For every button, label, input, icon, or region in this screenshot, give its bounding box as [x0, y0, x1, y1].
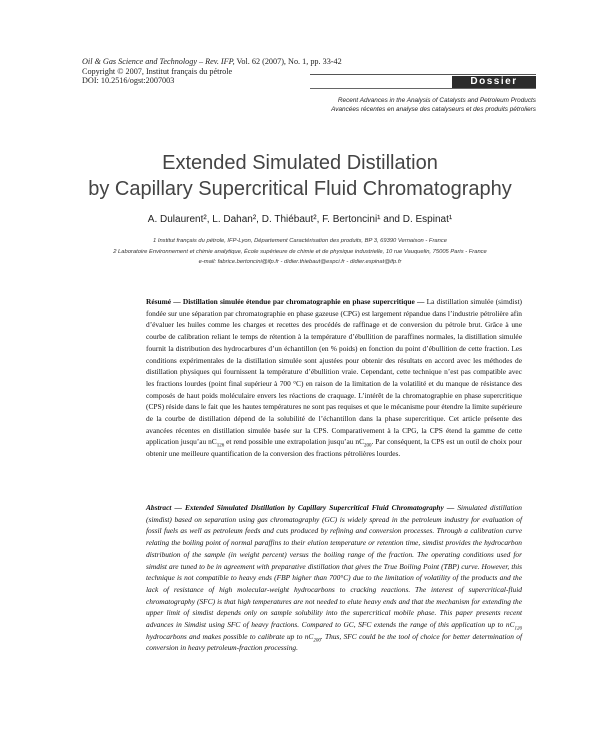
title-line-1: Extended Simulated Distillation	[162, 152, 438, 174]
affiliation-2: 2 Laboratoire Environnement et chimie analytique, École supérieure de chimie et de physique industrielle, 10 rue Vauquelin, 75005 Paris - France	[113, 248, 487, 255]
dossier-subtitle-en: Recent Advances in the Analysis of Catalysts and Petroleum Products	[337, 97, 536, 104]
doi: DOI: 10.2516/ogst:2007003	[82, 76, 175, 86]
dossier-label: Dossier	[452, 76, 536, 88]
copyright: Copyright © 2007, Institut français du pétrole	[82, 66, 233, 76]
abstract-body: Simulated distillation (simdist) based on separation using gas chromatography (GC) is widely spread in the petroleum industry for evaluation of fossil fuels as well as petroleum feeds and cuts produced by refining and conversion processes. Through a calibration curve relating the boiling point of normal paraffins to their elution temperature or retention time, simdist provides the hydrocarbon distribution of the sample (in weight percent) versus the boiling range of the fraction. The operating conditions used for simdist are tuned to be in agreement with preparative distillation that gives the True Boiling Point (TBP) curve. However, this technique is not compatible to heavy ends (FBP higher than 700°C) due to the limitation of volatility of the products and the lack of resistance of high molecular-weight hydrocarbons to cracking reactions. The interest of supercritical-fluid chromatography (SFC) is that high temperatures are not needed to elute heavy ends and that the mechanism for extending the upper limit of simdist depends only on sample solubility into the supercritical mobile phase. This paper presents recent advances in Simdist using SFC of heavy fractions. Compared to GC, SFC extends the range of this application up to nC	[146, 503, 522, 630]
affiliations	[0, 236, 600, 268]
paper-title	[0, 150, 600, 202]
resume-sub-126: 126	[216, 443, 225, 449]
journal-citation	[82, 57, 342, 67]
journal-header	[82, 57, 342, 86]
abstract-paragraph	[146, 502, 522, 654]
affiliation-1: 1 Institut français du pétrole, IFP-Lyon, Département Caractérisation des produits, BP 3, 69390 Vernaison - France	[153, 238, 447, 244]
volume-info: Vol. 62 (2007), No. 1, pp. 33-42	[234, 57, 342, 66]
resume-body: La distillation simulée (simdist) fondée sur une séparation par chromatographie en phase gazeuse (CPG) est largement répandue dans l’industrie pétrolière afin d’évaluer les huiles comme les charges et recettes des procédés de raffinage et de conversion du pétrole brut. Grâce à une courbe de calibration reliant le temps de rétention à la température d’ébullition de paraffines normales, la distillation simulée fournit la distribution des hydrocarbures d’un échantillon (en % poids) en fonction du point d’ébullition de cette fraction. Les conditions expérimentales de la distillation simulée sont ajustées pour obtenir des résultats en accord avec les méthodes de distillation physiques qui fournissent la température d’ébullition vraie. Cependant, cette technique n’est pas compatible avec les fractions lourdes (point final supérieur à 700 °C) en raison de la limitation de la volatilité et du manque de résistance des composés de haut poids moléculaire envers les réactions de craquage. L’intérêt de la chromatographie en phase supercritique (CPS) réside dans le fait que les hautes températures ne sont pas requises et que le mécanisme pour étendre la limite supérieure de la courbe de distillation dépend de la solubilité de l’échantillon dans la phase supercritique. Cet article présente des avancées récentes en distillation simulée basée sur la CPS. Comparativement à la CPG, la CPS étend la gamme de cette application jusqu’au nC	[146, 297, 522, 447]
resume-lead: Résumé — Distillation simulée étendue par chromatographie en phase supercritique —	[146, 297, 425, 306]
resume-mid: et rend possible une extrapolation jusqu’au nC	[224, 437, 365, 447]
abstract-mid: hydrocarbons and makes possible to calibrate up to nC	[146, 631, 314, 641]
resume-paragraph	[146, 296, 522, 460]
resume-sub-200: 200	[364, 443, 372, 449]
email-line: e-mail: fabrice.bertoncini@ifp.fr - didier.thiebaut@espci.fr - didier.espinat@ifp.fr	[198, 259, 402, 266]
authors: A. Dulaurent², L. Dahan², D. Thiébaut², F. Bertoncini¹ and D. Espinat¹	[147, 214, 453, 225]
dossier-subtitle-fr: Avancées récentes en analyse des catalyseurs et des produits pétroliers	[331, 106, 536, 114]
dossier-subtitle	[331, 96, 536, 115]
journal-name: Oil & Gas Science and Technology – Rev. IFP,	[82, 57, 235, 66]
abstract-end: . Thus, SFC could be the tool of choice for better determination of conversion in heavy petroleum-fraction processing.	[146, 631, 522, 653]
abstract-sub-200: 200	[313, 638, 321, 644]
title-line-2: by Capillary Supercritical Fluid Chromatography	[88, 178, 512, 200]
abstract-sub-126: 126	[514, 626, 522, 632]
abstract-lead: Abstract — Extended Simulated Distillation by Capillary Supercritical Fluid Chromatography —	[146, 503, 455, 512]
resume-end: . Par conséquent, la CPS est un outil de choix pour obtenir une meilleure quantification de la conversion des fractions pétrolières lourdes.	[146, 437, 522, 459]
